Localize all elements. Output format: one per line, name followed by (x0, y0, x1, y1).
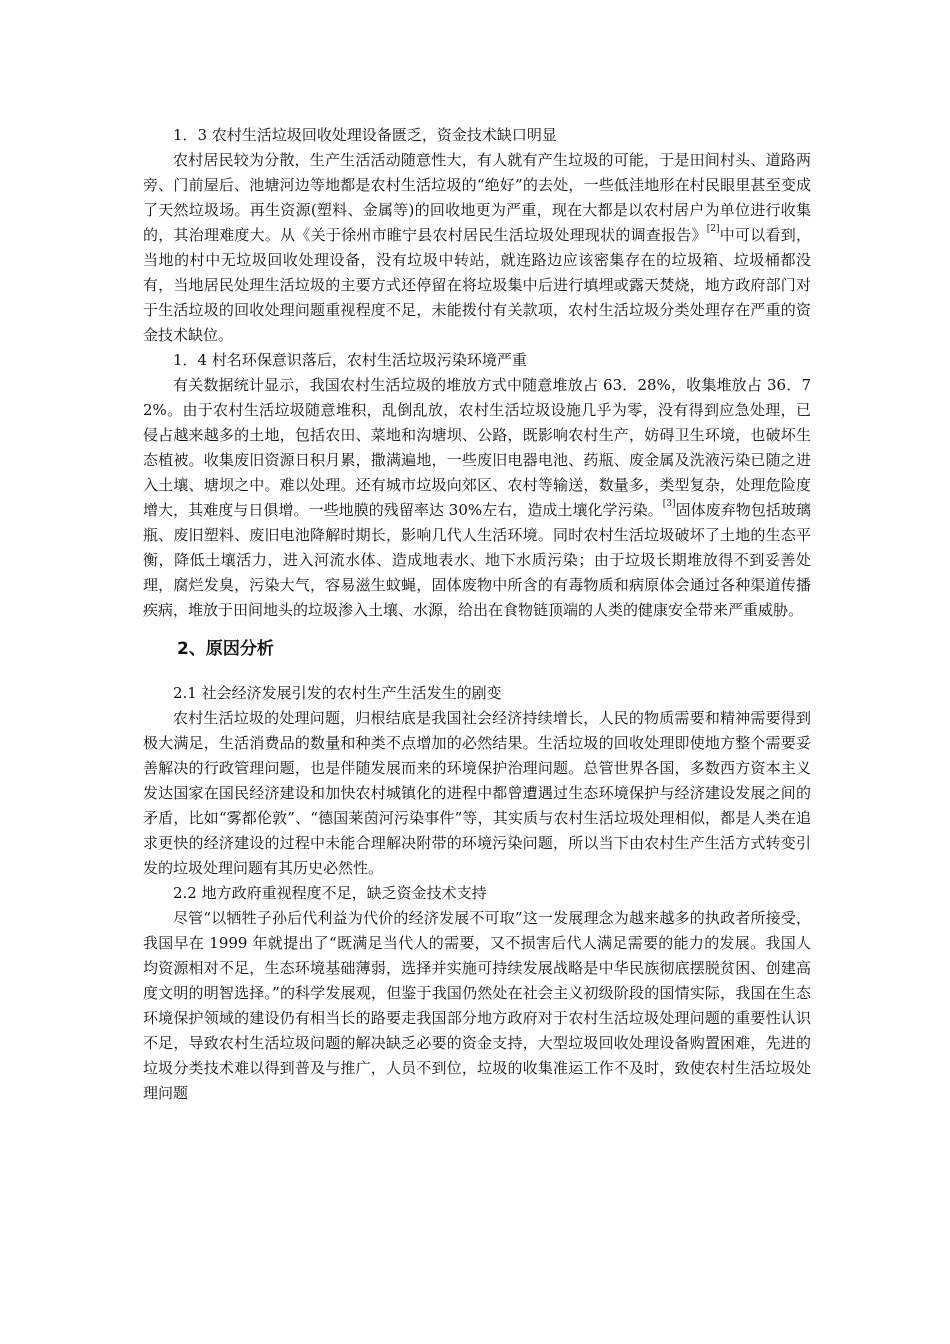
citation-ref-2[interactable]: [2] (706, 224, 720, 234)
section-2-2-paragraph: 尽管“以牺牲子孙后代利益为代价的经济发展不可取”这一发展理念为越来越多的执政者所接受，我国早在 1999 年就提出了“既满足当代人的需要，又不损害后代人满足需要的能力的发展。我国人均资源相对不足，生态环境基础薄弱，选择并实施可持续发展战略是中华民族彻底摆脱贫困、创建高度文明的明智选择。”的科学发展观，但鉴于我国仍然处在社会主义初级阶段的国情实际，我国在生态环境保护领域的建设仍有相当长的路要走我国部分地方政府对于农村生活垃圾处理问题的重要性认识不足，导致农村生活垃圾问题的解决缺乏必要的资金支持，大型垃圾回收处理设备购置困难，先进的垃圾分类技术难以得到普及与推广，人员不到位，垃圾的收集准运工作不及时，致使农村生活垃圾处理问题 (143, 909, 811, 1102)
section-1-3-heading: 1．3 农村生活垃圾回收处理设备匮乏，资金技术缺口明显 (173, 126, 557, 144)
section-2-1-heading: 2.1 社会经济发展引发的农村生产生活发生的剧变 (173, 684, 502, 702)
citation-ref-3[interactable]: [3] (662, 499, 676, 509)
document-page (143, 123, 811, 1106)
section-2-2-heading: 2.2 地方政府重视程度不足，缺乏资金技术支持 (173, 884, 487, 902)
section-1-4-heading: 1．4 村名环保意识落后，农村生活垃圾污染环境严重 (173, 351, 527, 369)
paragraph-text: 有关数据统计显示，我国农村生活垃圾的堆放方式中随意堆放占 63．28%，收集堆放占 36．72%。由于农村生活垃圾随意堆积，乱倒乱放，农村生活垃圾设施几乎为零，没有得到应急处理，已侵占越来越多的土地，包括农田、菜地和沟塘坝、公路，既影响农村生产，妨碍卫生环境，也破坏生态植被。收集废旧资源日积月累，撒满遍地，一些废旧电器电池、药瓶、废金属及洗液污染已随之进入土壤、塘坝之中。难以处理。还有城市垃圾向郊区、农村等输送，数量多，类型复杂，处理危险度增大，其难度与日俱增。一些地膜的残留率达 30%左右，造成土壤化学污染。 (143, 376, 811, 519)
paragraph-text: 固体废弃物包括玻璃瓶、废旧塑料、废旧电池降解时期长，影响几代人生活环境。同时农村生活垃圾破坏了土地的生态平衡，降低土壤活力，进入河流水体、造成地表水、地下水质污染；由于垃圾长期堆放得不到妥善处理，腐烂发臭，污染大气，容易滋生蚊蝇，固体废物中所含的有毒物质和病原体会通过各种渠道传播疾病，堆放于田间地头的垃圾渗入土壤、水源，给出在食物链顶端的人类的健康安全带来严重威胁。 (143, 501, 811, 619)
paragraph-text: 中可以看到，当地的村中无垃圾回收处理设备，没有垃圾中转站，就连路边应该密集存在的垃圾箱、垃圾桶都没有，当地居民处理生活垃圾的主要方式还停留在将垃圾集中后进行填埋或露天焚烧，地方政府部门对于生活垃圾的回收处理问题重视程度不足，未能拨付有关款项，农村生活垃圾分类处理存在严重的资金技术缺位。 (143, 226, 811, 344)
section-1-3-paragraph (143, 148, 811, 348)
section-2-heading: 2、原因分析 (177, 639, 274, 659)
section-2-1-paragraph: 农村生活垃圾的处理问题，归根结底是我国社会经济持续增长，人民的物质需要和精神需要得到极大满足，生活消费品的数量和种类不点增加的必然结果。生活垃圾的回收处理即使地方整个需要妥善解决的行政管理问题，也是伴随发展而来的环境保护治理问题。总管世界各国，多数西方资本主义发达国家在国民经济建设和加快农村城镇化的进程中都曾遭遇过生态环境保护与经济建设发展之间的矛盾，比如“雾都伦敦”、“德国莱茵河污染事件”等，其实质与农村生活垃圾处理相似，都是人类在追求更快的经济建设的过程中未能合理解决附带的环境污染问题，所以当下由农村生产生活方式转变引发的垃圾处理问题有其历史必然性。 (143, 709, 811, 877)
section-1-4-paragraph (143, 373, 811, 623)
paragraph-text: 农村居民较为分散，生产生活活动随意性大，有人就有产生垃圾的可能，于是田间村头、道路两旁、门前屋后、池塘河边等地都是农村生活垃圾的“绝好”的去处，一些低洼地形在村民眼里甚至变成了天然垃圾场。再生资源(塑料、金属等)的回收地更为严重，现在大都是以农村居户为单位进行收集的，其治理难度大。从《关于徐州市睢宁县农村居民生活垃圾处理现状的调查报告》 (143, 151, 811, 244)
